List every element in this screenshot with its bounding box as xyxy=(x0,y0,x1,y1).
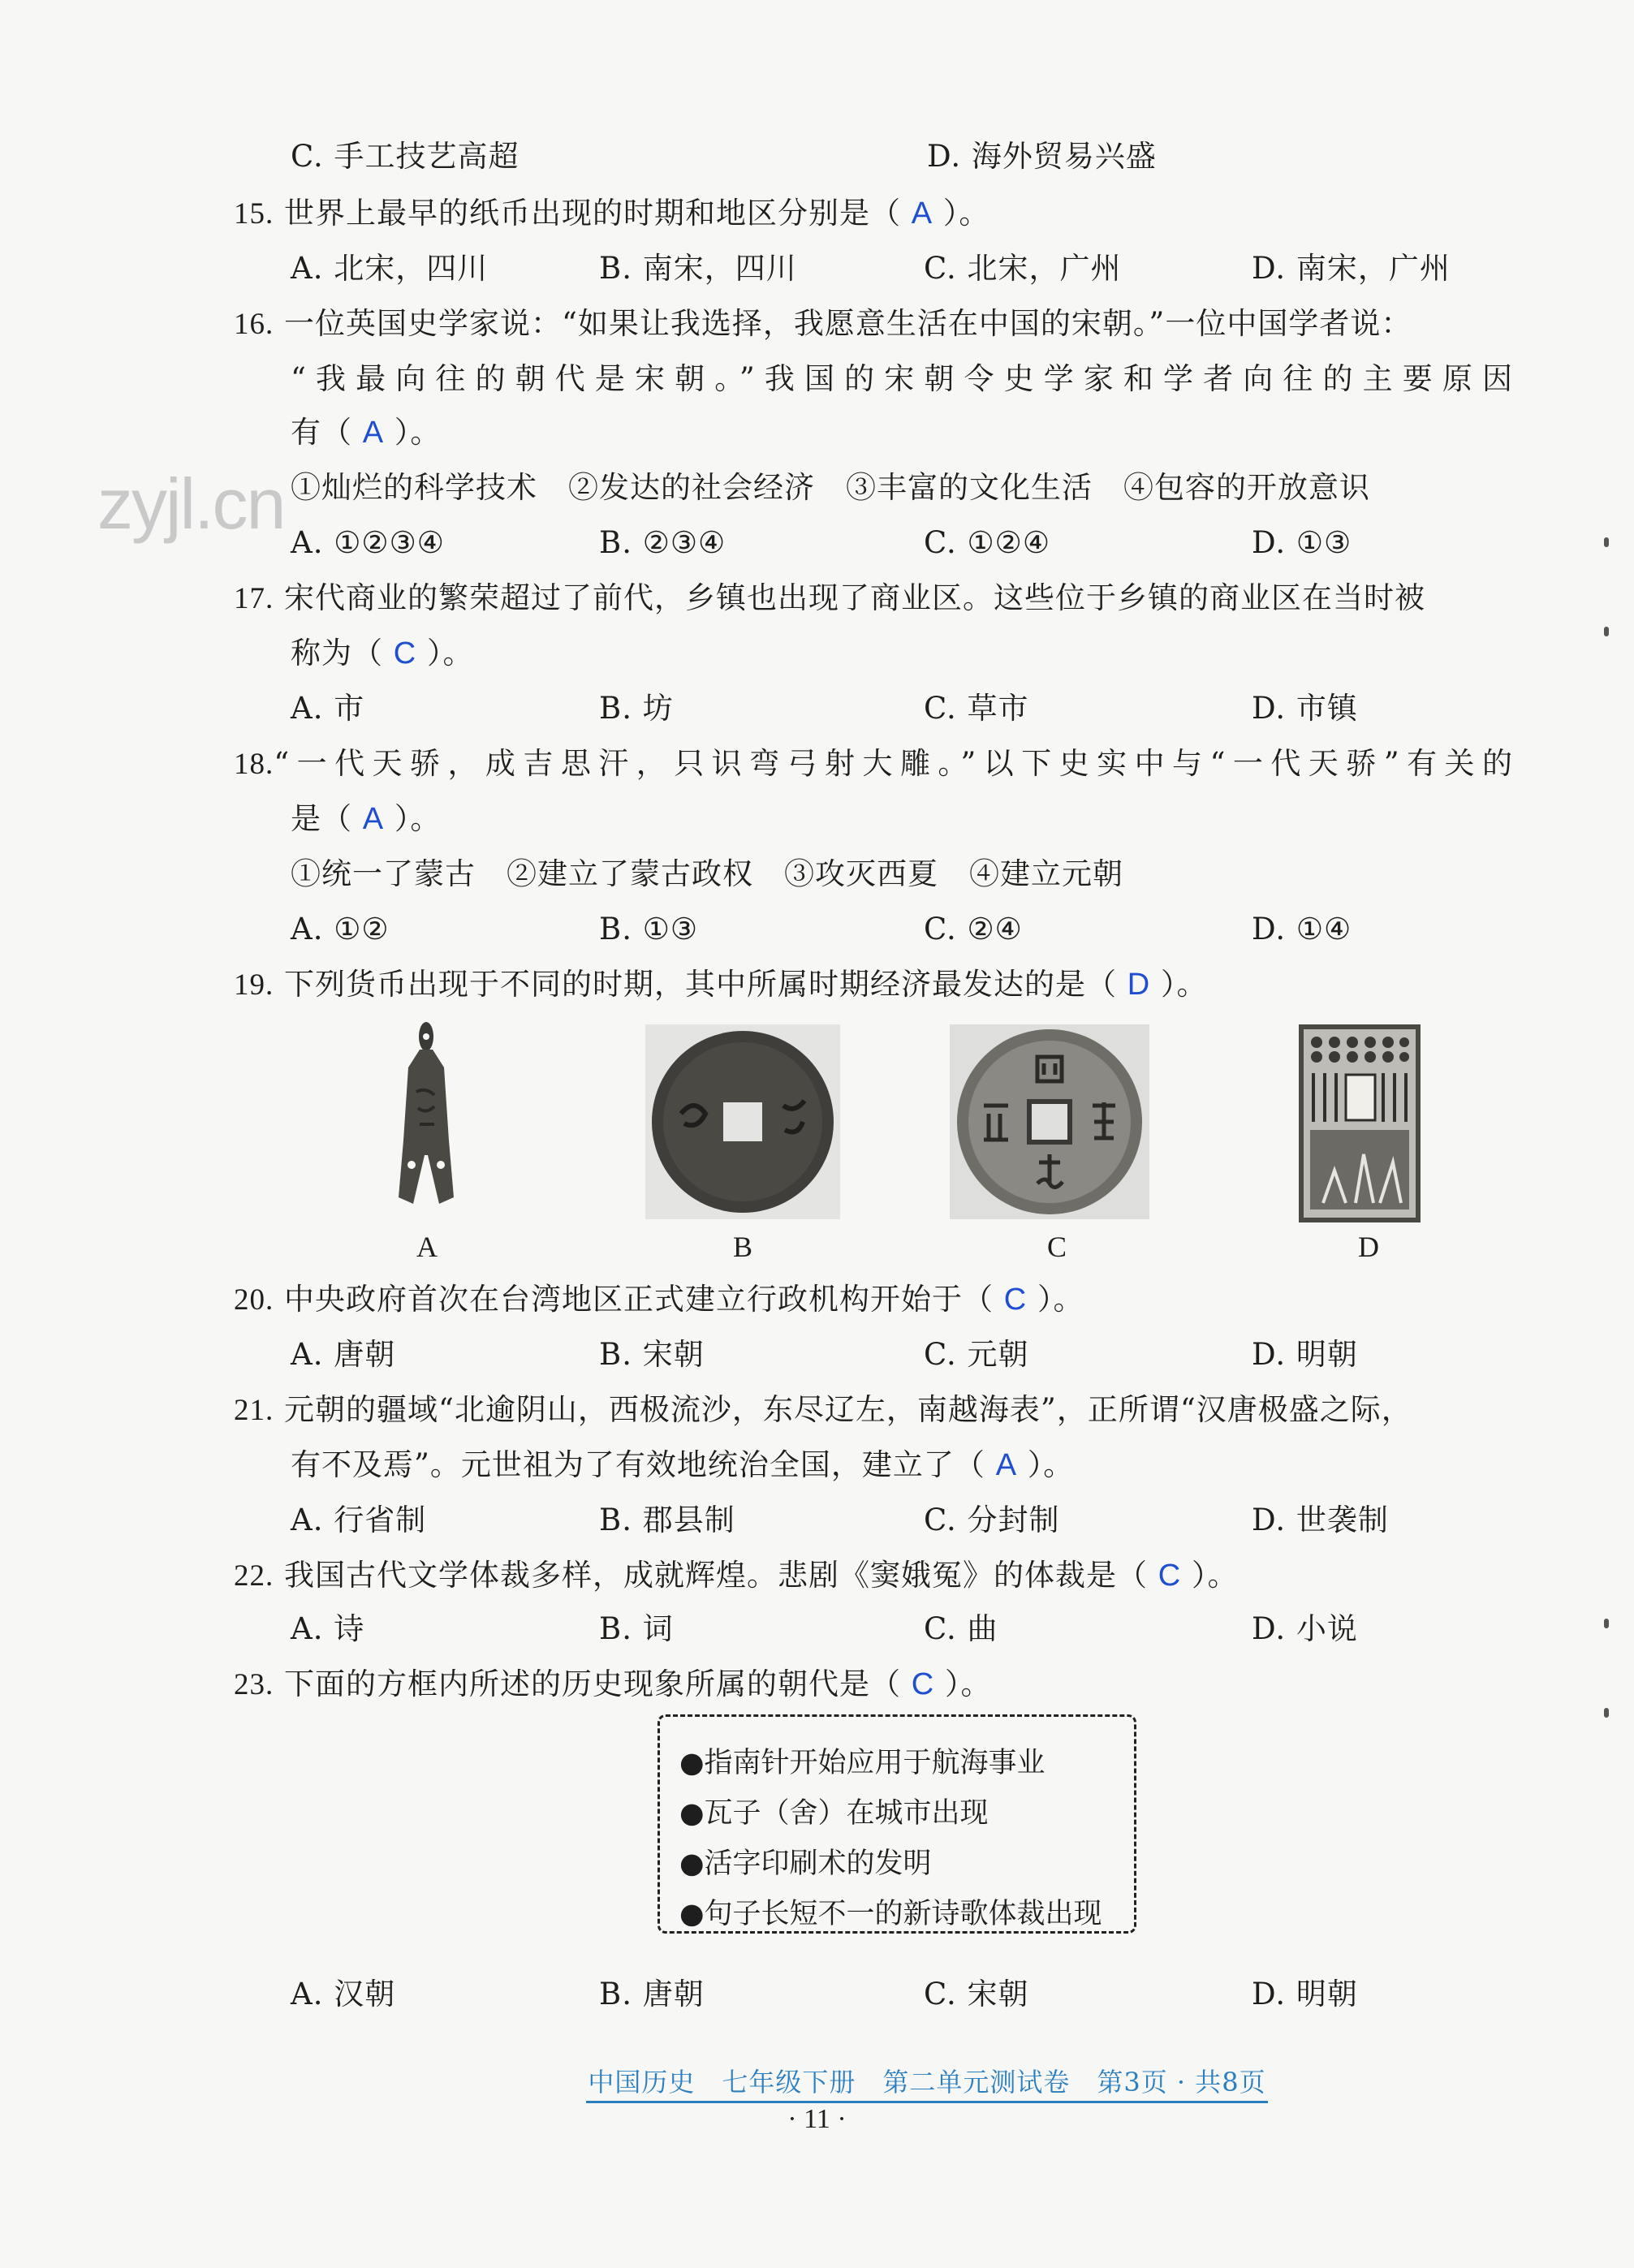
q23-box-item: ●句子长短不一的新诗歌体裁出现 xyxy=(679,1898,1102,1930)
q19-stem: 19. 下列货币出现于不同的时期，其中所属时期经济最发达的是（ D ）。 xyxy=(234,967,1208,1002)
q17-line-1: 17. 宋代商业的繁荣超过了前代，乡镇也出现了商业区。这些位于乡镇的商业区在当时被 xyxy=(234,580,1426,615)
q20-option-d: D. 明朝 xyxy=(1252,1337,1358,1372)
q16-items: ①灿烂的科学技术 ②发达的社会经济 ③丰富的文化生活 ④包容的开放意识 xyxy=(291,470,1370,505)
q16-answer: A xyxy=(362,416,385,450)
q21-option-a: A. 行省制 xyxy=(291,1503,427,1537)
watermark: zyjl.cn xyxy=(97,464,285,544)
q16-line-1: 16. 一位英国史学家说：“如果让我选择，我愿意生活在中国的宋朝。”一位中国学者说： xyxy=(234,306,1412,341)
q18-option-b: B. ①③ xyxy=(599,912,699,946)
q15-option-d: D. 南宋，广州 xyxy=(1252,251,1451,286)
q17-line-2: 称为（ C ）。 xyxy=(291,636,474,670)
q22-answer: C xyxy=(1158,1559,1182,1593)
coin-a-spade-image xyxy=(369,1019,483,1214)
q15-option-a: A. 北宋，四川 xyxy=(291,251,489,286)
q16-line-3: 有（ A ）。 xyxy=(291,415,442,450)
q22-stem: 22. 我国古代文学体裁多样，成就辉煌。悲剧《窦娥冤》的体裁是（ C ）。 xyxy=(234,1558,1239,1593)
q17-answer: C xyxy=(393,636,417,670)
q19-answer: D xyxy=(1127,968,1151,1002)
q14-option-d: D. 海外贸易兴盛 xyxy=(927,139,1157,174)
q16-option-a: A. ①②③④ xyxy=(291,525,445,560)
coin-c-kaiyuan-image xyxy=(950,1024,1149,1219)
q21-line-1: 21. 元朝的疆域“北逾阴山，西极流沙，东尽辽左，南越海表”，正所谓“汉唐极盛之际， xyxy=(234,1392,1412,1427)
margin-mark xyxy=(1604,537,1609,547)
q23-box-item: ●指南针开始应用于航海事业 xyxy=(679,1747,1046,1779)
q21-answer: A xyxy=(995,1448,1018,1482)
q20-stem: 20. 中央政府首次在台湾地区正式建立行政机构开始于（ C ）。 xyxy=(234,1282,1084,1317)
q15-option-c: C. 北宋，广州 xyxy=(924,251,1122,286)
q22-option-b: B. 词 xyxy=(599,1611,674,1646)
q22-option-a: A. 诗 xyxy=(291,1611,365,1646)
q18-option-d: D. ①④ xyxy=(1252,912,1352,946)
coin-b-round-image xyxy=(645,1024,840,1219)
q23-box-item: ●瓦子（舍）在城市出现 xyxy=(679,1797,989,1830)
q20-option-b: B. 宋朝 xyxy=(599,1337,705,1372)
q17-option-b: B. 坊 xyxy=(599,691,674,726)
q18-line-1: 18.“一代天骄，成吉思汗，只识弯弓射大雕。”以下史实中与“一代天骄”有关的 xyxy=(234,746,1513,781)
q23-box-item: ●活字印刷术的发明 xyxy=(679,1848,932,1880)
q16-option-b: B. ②③④ xyxy=(599,525,726,560)
q15-answer: A xyxy=(911,196,933,231)
q21-option-b: B. 郡县制 xyxy=(599,1503,735,1537)
q23-option-b: B. 唐朝 xyxy=(599,1977,705,2011)
q20-option-c: C. 元朝 xyxy=(924,1337,1029,1372)
q17-option-a: A. 市 xyxy=(291,691,365,726)
q23-option-a: A. 汉朝 xyxy=(291,1977,396,2011)
q14-option-c: C. 手工技艺高超 xyxy=(291,139,520,174)
q21-option-d: D. 世袭制 xyxy=(1252,1503,1389,1537)
q16-option-d: D. ①③ xyxy=(1252,525,1352,560)
margin-mark xyxy=(1604,627,1609,636)
margin-mark xyxy=(1604,1619,1609,1628)
page-number: · 11 · xyxy=(787,2104,847,2134)
q16-line-2: “我最向往的朝代是宋朝。”我国的宋朝令史学家和学者向往的主要原因 xyxy=(291,361,1513,396)
coin-a-label: A xyxy=(416,1231,438,1263)
q17-option-c: C. 草市 xyxy=(924,691,1029,726)
q16-option-c: C. ①②④ xyxy=(924,525,1051,560)
coin-d-label: D xyxy=(1358,1231,1379,1263)
q20-answer: C xyxy=(1003,1283,1028,1317)
q21-line-2: 有不及焉”。元世祖为了有效地统治全国，建立了（ A ）。 xyxy=(291,1447,1075,1482)
coin-b-label: B xyxy=(733,1231,753,1263)
q23-info-box xyxy=(657,1714,1136,1934)
page-footer: 中国历史 七年级下册 第二单元测试卷 第3页 · 共8页 xyxy=(586,2062,1268,2103)
q22-option-c: C. 曲 xyxy=(924,1611,998,1646)
q18-option-a: A. ①② xyxy=(291,912,390,946)
q15-option-b: B. 南宋，四川 xyxy=(599,251,797,286)
q15-stem: 15. 世界上最早的纸币出现的时期和地区分别是（ A ）。 xyxy=(234,196,990,231)
q18-option-c: C. ②④ xyxy=(924,912,1023,946)
q18-line-2: 是（ A ）。 xyxy=(291,801,442,836)
q17-option-d: D. 市镇 xyxy=(1252,691,1358,726)
q18-items: ①统一了蒙古 ②建立了蒙古政权 ③攻灭西夏 ④建立元朝 xyxy=(291,856,1123,891)
coin-d-paper-note-image xyxy=(1299,1024,1421,1222)
q20-option-a: A. 唐朝 xyxy=(291,1337,396,1372)
q21-option-c: C. 分封制 xyxy=(924,1503,1060,1537)
q18-answer: A xyxy=(362,802,385,836)
q22-option-d: D. 小说 xyxy=(1252,1611,1358,1646)
margin-mark xyxy=(1604,1708,1609,1718)
q23-stem: 23. 下面的方框内所述的历史现象所属的朝代是（ C ）。 xyxy=(234,1667,992,1701)
q23-option-d: D. 明朝 xyxy=(1252,1977,1358,2011)
q23-option-c: C. 宋朝 xyxy=(924,1977,1029,2011)
q23-answer: C xyxy=(911,1667,935,1701)
coin-c-label: C xyxy=(1047,1231,1067,1263)
